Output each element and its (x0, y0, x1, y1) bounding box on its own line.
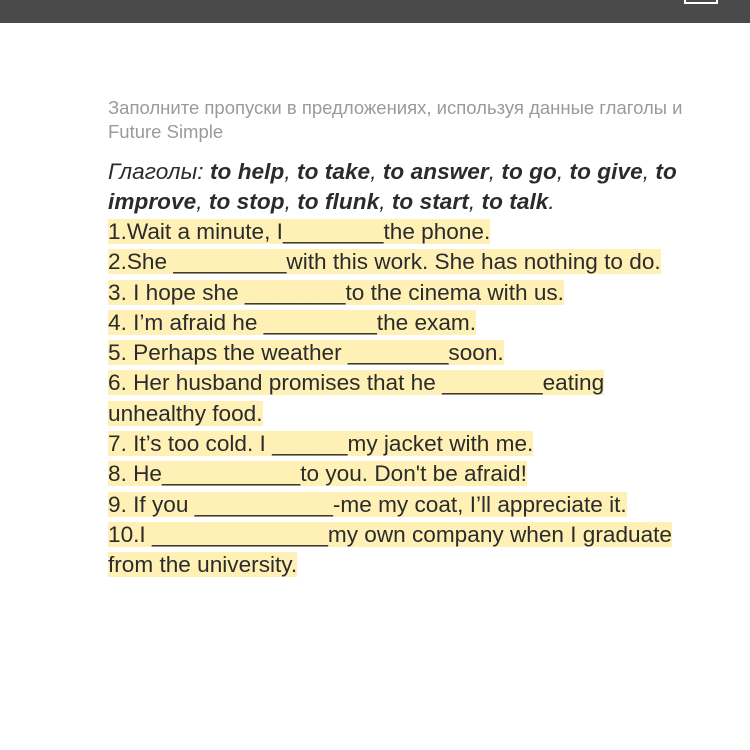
sentence-3 (108, 278, 698, 308)
sentence-7 (108, 429, 698, 459)
sentence-6-text: 6. Her husband promises that he ________eating unhealthy food. (108, 370, 605, 426)
exercise-content (108, 157, 698, 581)
sentence-8-text: 8. He___________to you. Don't be afraid! (108, 461, 527, 487)
sentence-4-text: 4. I’m afraid he _________the exam. (108, 309, 477, 335)
top-bar (0, 0, 750, 23)
window-control-icon[interactable] (684, 0, 718, 4)
sentence-10-text: 10.I ______________my own company when I graduate from the university. (108, 521, 672, 578)
sentence-9-text: 9. If you ___________-me my coat, I’ll appreciate it. (108, 491, 627, 517)
verb-item: to help (209, 159, 285, 184)
verb-item: to take (297, 159, 371, 184)
sentence-5 (108, 338, 698, 368)
sentence-3-text: 3. I hope she ________to the cinema with us. (108, 279, 564, 305)
sentence-2 (108, 247, 698, 277)
sentence-2-text: 2.She _________with this work. She has nothing to do. (108, 249, 661, 275)
sentence-1 (108, 217, 698, 247)
sentence-10 (108, 520, 698, 581)
verb-item: to talk (481, 189, 549, 214)
exercise-sentences (108, 217, 698, 581)
instruction-text: Заполните пропуски в предложениях, используя данные глаголы и Future Simple (108, 97, 683, 142)
verb-item: to answer (382, 159, 489, 184)
sentence-9 (108, 490, 698, 520)
sentence-8 (108, 459, 698, 489)
sentence-1-text: 1.Wait a minute, I________the phone. (108, 219, 491, 244)
verb-item: to go (501, 159, 557, 184)
verbs-list: Глаголы: to help, to take, to answer, to go, to give, to improve, to stop, to flunk, to start, to talk. (108, 159, 677, 214)
verb-item: to give (569, 159, 643, 184)
verb-item: to start (391, 189, 469, 214)
sentence-7-text: 7. It’s too cold. I ______my jacket with me. (108, 431, 534, 457)
verb-item: to stop (208, 189, 285, 214)
verb-item: to flunk (297, 189, 380, 214)
verb-item: to improve (108, 159, 677, 214)
sentence-6 (108, 368, 698, 429)
verbs-label: Глаголы: (108, 159, 204, 184)
sentence-5-text: 5. Perhaps the weather ________soon. (108, 340, 504, 366)
sentence-4 (108, 308, 698, 338)
